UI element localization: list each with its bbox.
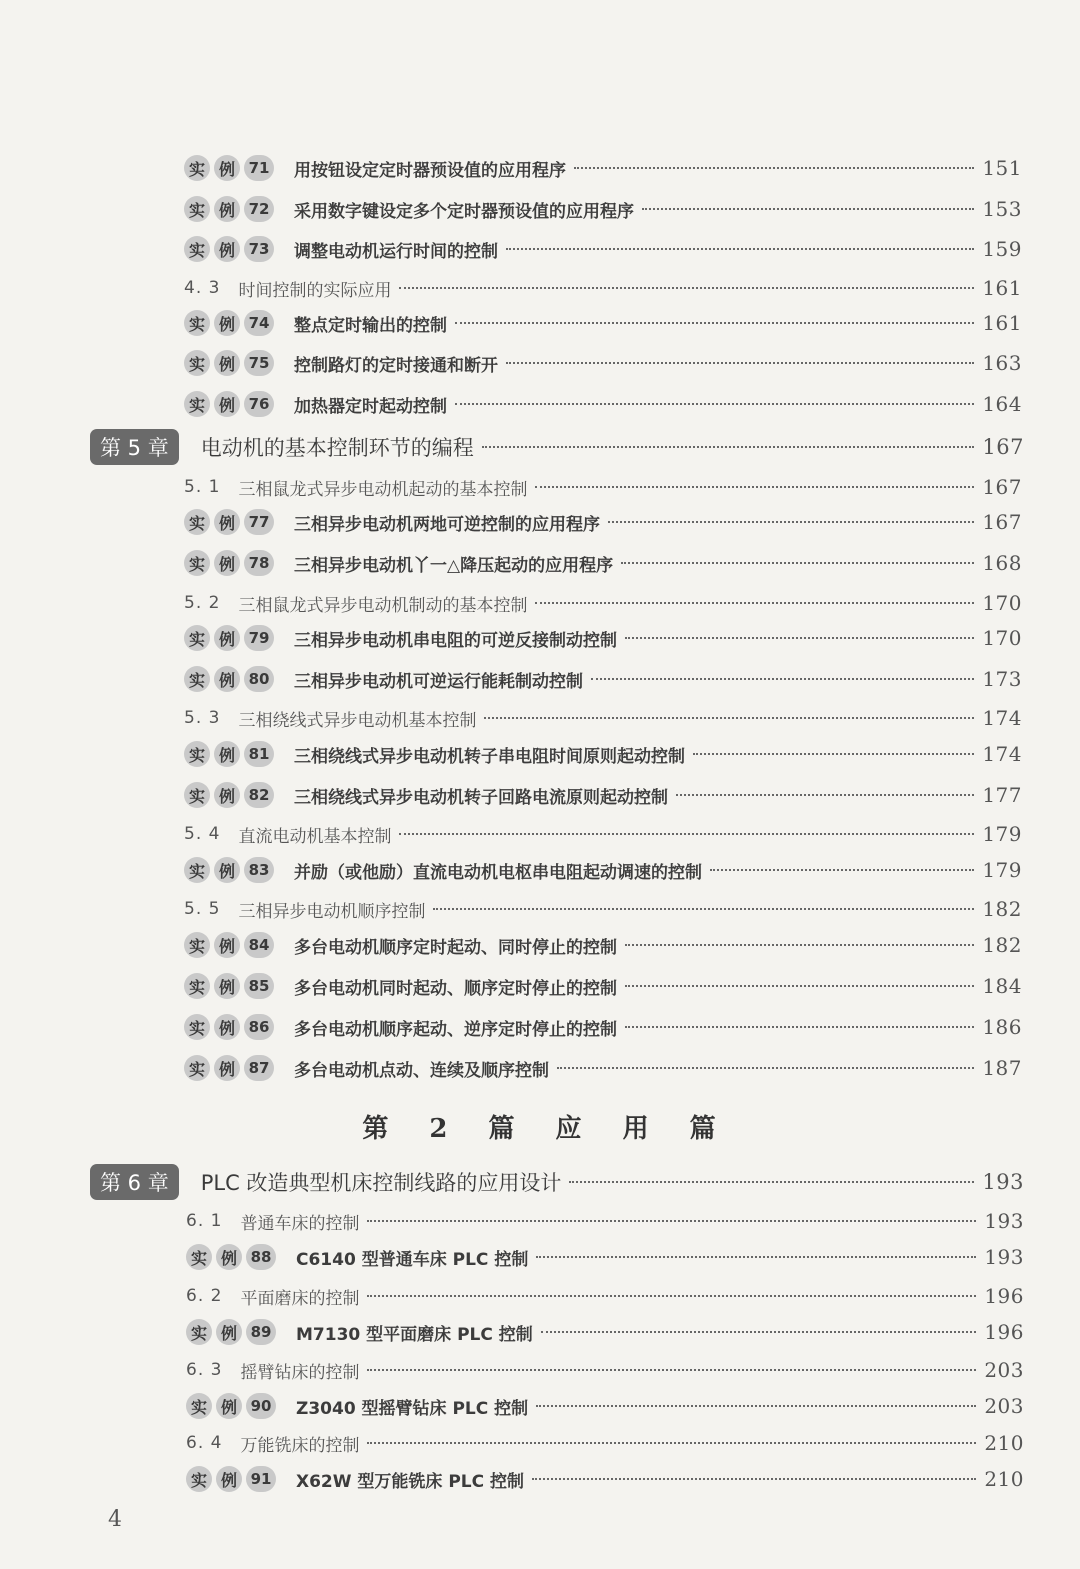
- badge-number: 91: [246, 1466, 276, 1492]
- badge-char-li: 例: [214, 857, 240, 883]
- example-entry[interactable]: [184, 346, 1022, 380]
- entry-page-number: 186: [982, 1015, 1022, 1039]
- page-number: 4: [108, 1507, 122, 1532]
- badge-char-li: 例: [214, 196, 240, 222]
- badge-number: 76: [244, 391, 274, 417]
- badge-char-shi: 实: [184, 666, 210, 692]
- badge-char-shi: 实: [184, 932, 210, 958]
- entry-page-number: 193: [984, 1209, 1024, 1233]
- entry-title: 普通车床的控制: [240, 1213, 360, 1234]
- dot-leader: [710, 869, 974, 871]
- example-badge: [184, 625, 274, 651]
- badge-char-li: 例: [214, 782, 240, 808]
- section-entry[interactable]: [184, 271, 1022, 305]
- entry-title: 三相绕线式异步电动机基本控制: [238, 710, 477, 731]
- entry-page-number: 210: [984, 1431, 1024, 1455]
- badge-char-shi: 实: [186, 1319, 212, 1345]
- dot-leader: [642, 208, 974, 210]
- entry-title: Z3040 型摇臂钻床 PLC 控制: [296, 1398, 529, 1419]
- example-badge: [186, 1393, 276, 1419]
- badge-char-li: 例: [214, 741, 240, 767]
- section-entry[interactable]: [184, 892, 1022, 926]
- dot-leader: [625, 985, 974, 987]
- dot-leader: [532, 1478, 976, 1480]
- example-badge: [184, 1055, 274, 1081]
- section-entry[interactable]: [186, 1426, 1024, 1460]
- badge-number: 84: [244, 932, 274, 958]
- dot-leader: [625, 944, 974, 946]
- entry-title: 三相绕线式异步电动机转子串电阻时间原则起动控制: [294, 746, 685, 767]
- entry-page-number: 179: [982, 822, 1022, 846]
- dot-leader: [399, 833, 974, 835]
- badge-number: 85: [244, 973, 274, 999]
- entry-page-number: 161: [982, 276, 1022, 300]
- badge-number: 79: [244, 625, 274, 651]
- entry-page-number: 179: [982, 858, 1022, 882]
- dot-leader: [367, 1295, 976, 1297]
- example-badge: [186, 1466, 276, 1492]
- dot-leader: [625, 1026, 974, 1028]
- example-entry[interactable]: [186, 1389, 1024, 1423]
- dot-leader: [569, 1181, 974, 1183]
- dot-leader: [433, 908, 974, 910]
- badge-char-shi: 实: [184, 550, 210, 576]
- badge-char-li: 例: [214, 509, 240, 535]
- entry-page-number: 174: [982, 742, 1022, 766]
- badge-char-li: 例: [216, 1319, 242, 1345]
- badge-char-shi: 实: [184, 350, 210, 376]
- badge-number: 90: [246, 1393, 276, 1419]
- example-badge: [184, 1014, 274, 1040]
- dot-leader: [536, 1405, 976, 1407]
- badge-number: 81: [244, 741, 274, 767]
- entry-page-number: 167: [982, 475, 1022, 499]
- entry-page-number: 164: [982, 392, 1022, 416]
- example-entry[interactable]: [184, 306, 1022, 340]
- entry-title: 三相异步电动机串电阻的可逆反接制动控制: [294, 630, 617, 651]
- entry-page-number: 203: [984, 1358, 1024, 1382]
- badge-char-li: 例: [216, 1466, 242, 1492]
- dot-leader: [621, 562, 974, 564]
- badge-char-li: 例: [214, 625, 240, 651]
- badge-number: 74: [244, 310, 274, 336]
- section-number: 6. 2: [186, 1286, 223, 1306]
- entry-page-number: 163: [982, 351, 1022, 375]
- dot-leader: [367, 1442, 976, 1444]
- badge-number: 78: [244, 550, 274, 576]
- section-entry[interactable]: [184, 701, 1022, 735]
- badge-number: 73: [244, 236, 274, 262]
- entry-page-number: 159: [982, 237, 1022, 261]
- example-entry[interactable]: [186, 1240, 1024, 1274]
- badge-number: 83: [244, 857, 274, 883]
- badge-char-shi: 实: [184, 857, 210, 883]
- entry-title: 摇臂钻床的控制: [240, 1362, 360, 1383]
- entry-page-number: 193: [982, 1170, 1024, 1194]
- badge-char-li: 例: [214, 310, 240, 336]
- dot-leader: [693, 753, 974, 755]
- example-badge: [184, 236, 274, 262]
- badge-number: 82: [244, 782, 274, 808]
- dot-leader: [535, 486, 974, 488]
- entry-title: 整点定时输出的控制: [294, 315, 447, 336]
- entry-page-number: 193: [984, 1245, 1024, 1269]
- entry-page-number: 173: [982, 667, 1022, 691]
- example-entry[interactable]: [184, 387, 1022, 421]
- example-badge: [184, 509, 274, 535]
- example-entry[interactable]: [184, 737, 1022, 771]
- section-entry[interactable]: [184, 817, 1022, 851]
- entry-title: 三相异步电动机丫一△降压起动的应用程序: [294, 555, 614, 576]
- entry-page-number: 196: [984, 1284, 1024, 1308]
- dot-leader: [482, 446, 975, 448]
- section-entry[interactable]: [186, 1204, 1024, 1238]
- badge-char-li: 例: [214, 350, 240, 376]
- entry-title: 直流电动机基本控制: [238, 826, 392, 847]
- entry-title: 多台电动机同时起动、顺序定时停止的控制: [294, 978, 617, 999]
- badge-number: 89: [246, 1319, 276, 1345]
- example-entry[interactable]: [184, 778, 1022, 812]
- section-number: 5. 1: [184, 477, 221, 497]
- entry-page-number: 182: [982, 933, 1022, 957]
- chapter-chip: 第 6 章: [90, 1164, 179, 1200]
- entry-title: 控制路灯的定时接通和断开: [294, 355, 498, 376]
- dot-leader: [399, 287, 974, 289]
- section-number: 4. 3: [184, 278, 221, 298]
- dot-leader: [625, 637, 974, 639]
- part-heading: [0, 1108, 1080, 1144]
- badge-char-li: 例: [214, 1055, 240, 1081]
- example-entry[interactable]: [184, 151, 1022, 185]
- entry-title: 万能铣床的控制: [240, 1435, 360, 1456]
- entry-page-number: 151: [982, 156, 1022, 180]
- example-badge: [184, 310, 274, 336]
- entry-title: M7130 型平面磨床 PLC 控制: [296, 1324, 533, 1345]
- dot-leader: [557, 1067, 974, 1069]
- entry-title: 三相绕线式异步电动机转子回路电流原则起动控制: [294, 787, 668, 808]
- entry-title: 电动机的基本控制环节的编程: [200, 436, 474, 460]
- entry-title: X62W 型万能铣床 PLC 控制: [296, 1471, 525, 1492]
- badge-char-shi: 实: [184, 391, 210, 417]
- entry-page-number: 167: [982, 435, 1024, 459]
- dot-leader: [535, 602, 974, 604]
- badge-char-li: 例: [214, 666, 240, 692]
- entry-page-number: 170: [982, 626, 1022, 650]
- entry-page-number: 196: [984, 1320, 1024, 1344]
- example-badge: [184, 973, 274, 999]
- badge-char-shi: 实: [184, 155, 210, 181]
- entry-title: 用按钮设定定时器预设值的应用程序: [294, 160, 566, 181]
- example-badge: [186, 1319, 276, 1345]
- example-entry[interactable]: [184, 232, 1022, 266]
- example-badge: [184, 857, 274, 883]
- example-entry[interactable]: [186, 1462, 1024, 1496]
- badge-char-li: 例: [214, 932, 240, 958]
- example-entry[interactable]: [184, 1051, 1022, 1085]
- dot-leader: [484, 717, 974, 719]
- badge-number: 88: [246, 1244, 276, 1270]
- badge-number: 87: [244, 1055, 274, 1081]
- section-entry[interactable]: [186, 1353, 1024, 1387]
- section-entry[interactable]: [184, 470, 1022, 504]
- badge-char-li: 例: [216, 1244, 242, 1270]
- chapter-entry[interactable]: [90, 1162, 1024, 1202]
- section-number: 5. 5: [184, 899, 221, 919]
- example-badge: [184, 666, 274, 692]
- badge-char-shi: 实: [184, 196, 210, 222]
- entry-page-number: 170: [982, 591, 1022, 615]
- section-number: 6. 4: [186, 1433, 223, 1453]
- section-number: 6. 1: [186, 1211, 223, 1231]
- section-number: 5. 4: [184, 824, 221, 844]
- badge-char-shi: 实: [186, 1466, 212, 1492]
- dot-leader: [541, 1331, 977, 1333]
- section-number: 5. 2: [184, 593, 221, 613]
- example-entry[interactable]: [184, 853, 1022, 887]
- entry-title: 采用数字键设定多个定时器预设值的应用程序: [294, 201, 634, 222]
- entry-title: 多台电动机顺序定时起动、同时停止的控制: [294, 937, 617, 958]
- entry-title: PLC 改造典型机床控制线路的应用设计: [200, 1171, 562, 1195]
- entry-page-number: 203: [984, 1394, 1024, 1418]
- entry-page-number: 153: [982, 197, 1022, 221]
- dot-leader: [506, 248, 974, 250]
- entry-title: 多台电动机顺序起动、逆序定时停止的控制: [294, 1019, 617, 1040]
- example-badge: [184, 932, 274, 958]
- example-entry[interactable]: [184, 621, 1022, 655]
- badge-number: 77: [244, 509, 274, 535]
- example-entry[interactable]: [184, 969, 1022, 1003]
- chapter-entry[interactable]: [90, 427, 1024, 467]
- entry-page-number: 187: [982, 1056, 1022, 1080]
- entry-title: 三相鼠龙式异步电动机起动的基本控制: [238, 479, 528, 500]
- entry-title: 加热器定时起动控制: [294, 396, 447, 417]
- example-entry[interactable]: [184, 505, 1022, 539]
- dot-leader: [536, 1256, 976, 1258]
- example-entry[interactable]: [184, 928, 1022, 962]
- badge-char-li: 例: [214, 155, 240, 181]
- entry-page-number: 167: [982, 510, 1022, 534]
- entry-page-number: 177: [982, 783, 1022, 807]
- badge-char-li: 例: [214, 236, 240, 262]
- dot-leader: [367, 1220, 976, 1222]
- badge-char-shi: 实: [184, 1014, 210, 1040]
- example-entry[interactable]: [186, 1315, 1024, 1349]
- example-badge: [184, 350, 274, 376]
- section-entry[interactable]: [186, 1279, 1024, 1313]
- dot-leader: [506, 362, 974, 364]
- example-badge: [186, 1244, 276, 1270]
- entry-page-number: 174: [982, 706, 1022, 730]
- badge-char-shi: 实: [184, 1055, 210, 1081]
- chapter-chip: 第 5 章: [90, 429, 179, 465]
- section-entry[interactable]: [184, 586, 1022, 620]
- badge-char-shi: 实: [184, 741, 210, 767]
- dot-leader: [574, 167, 974, 169]
- entry-title: 多台电动机点动、连续及顺序控制: [294, 1060, 549, 1081]
- example-entry[interactable]: [184, 546, 1022, 580]
- entry-title: C6140 型普通车床 PLC 控制: [296, 1249, 529, 1270]
- badge-number: 86: [244, 1014, 274, 1040]
- example-badge: [184, 550, 274, 576]
- entry-title: 调整电动机运行时间的控制: [294, 241, 498, 262]
- entry-page-number: 210: [984, 1467, 1024, 1491]
- dot-leader: [676, 794, 974, 796]
- badge-char-li: 例: [214, 550, 240, 576]
- badge-char-shi: 实: [184, 509, 210, 535]
- example-badge: [184, 155, 274, 181]
- dot-leader: [608, 521, 974, 523]
- badge-char-shi: 实: [186, 1393, 212, 1419]
- part-heading-text: 第 2 篇 应 用 篇: [362, 1113, 718, 1144]
- badge-char-shi: 实: [184, 973, 210, 999]
- badge-char-li: 例: [214, 973, 240, 999]
- badge-char-shi: 实: [186, 1244, 212, 1270]
- entry-title: 三相鼠龙式异步电动机制动的基本控制: [238, 595, 528, 616]
- badge-char-shi: 实: [184, 782, 210, 808]
- entry-title: 并励（或他励）直流电动机电枢串电阻起动调速的控制: [294, 862, 702, 883]
- entry-title: 三相异步电动机两地可逆控制的应用程序: [294, 514, 600, 535]
- badge-number: 80: [244, 666, 274, 692]
- dot-leader: [591, 678, 974, 680]
- example-badge: [184, 391, 274, 417]
- entry-page-number: 161: [982, 311, 1022, 335]
- example-entry[interactable]: [184, 662, 1022, 696]
- entry-title: 三相异步电动机顺序控制: [238, 901, 426, 922]
- example-badge: [184, 782, 274, 808]
- badge-number: 71: [244, 155, 274, 181]
- dot-leader: [455, 322, 974, 324]
- entry-title: 三相异步电动机可逆运行能耗制动控制: [294, 671, 583, 692]
- example-badge: [184, 196, 274, 222]
- entry-page-number: 168: [982, 551, 1022, 575]
- badge-number: 72: [244, 196, 274, 222]
- section-number: 5. 3: [184, 708, 221, 728]
- example-entry[interactable]: [184, 1010, 1022, 1044]
- badge-char-li: 例: [214, 1014, 240, 1040]
- entry-title: 时间控制的实际应用: [238, 280, 392, 301]
- entry-title: 平面磨床的控制: [240, 1288, 360, 1309]
- example-badge: [184, 741, 274, 767]
- badge-char-shi: 实: [184, 310, 210, 336]
- badge-char-li: 例: [216, 1393, 242, 1419]
- example-entry[interactable]: [184, 192, 1022, 226]
- badge-number: 75: [244, 350, 274, 376]
- dot-leader: [367, 1369, 976, 1371]
- badge-char-shi: 实: [184, 625, 210, 651]
- entry-page-number: 184: [982, 974, 1022, 998]
- badge-char-li: 例: [214, 391, 240, 417]
- section-number: 6. 3: [186, 1360, 223, 1380]
- entry-page-number: 182: [982, 897, 1022, 921]
- dot-leader: [455, 403, 974, 405]
- badge-char-shi: 实: [184, 236, 210, 262]
